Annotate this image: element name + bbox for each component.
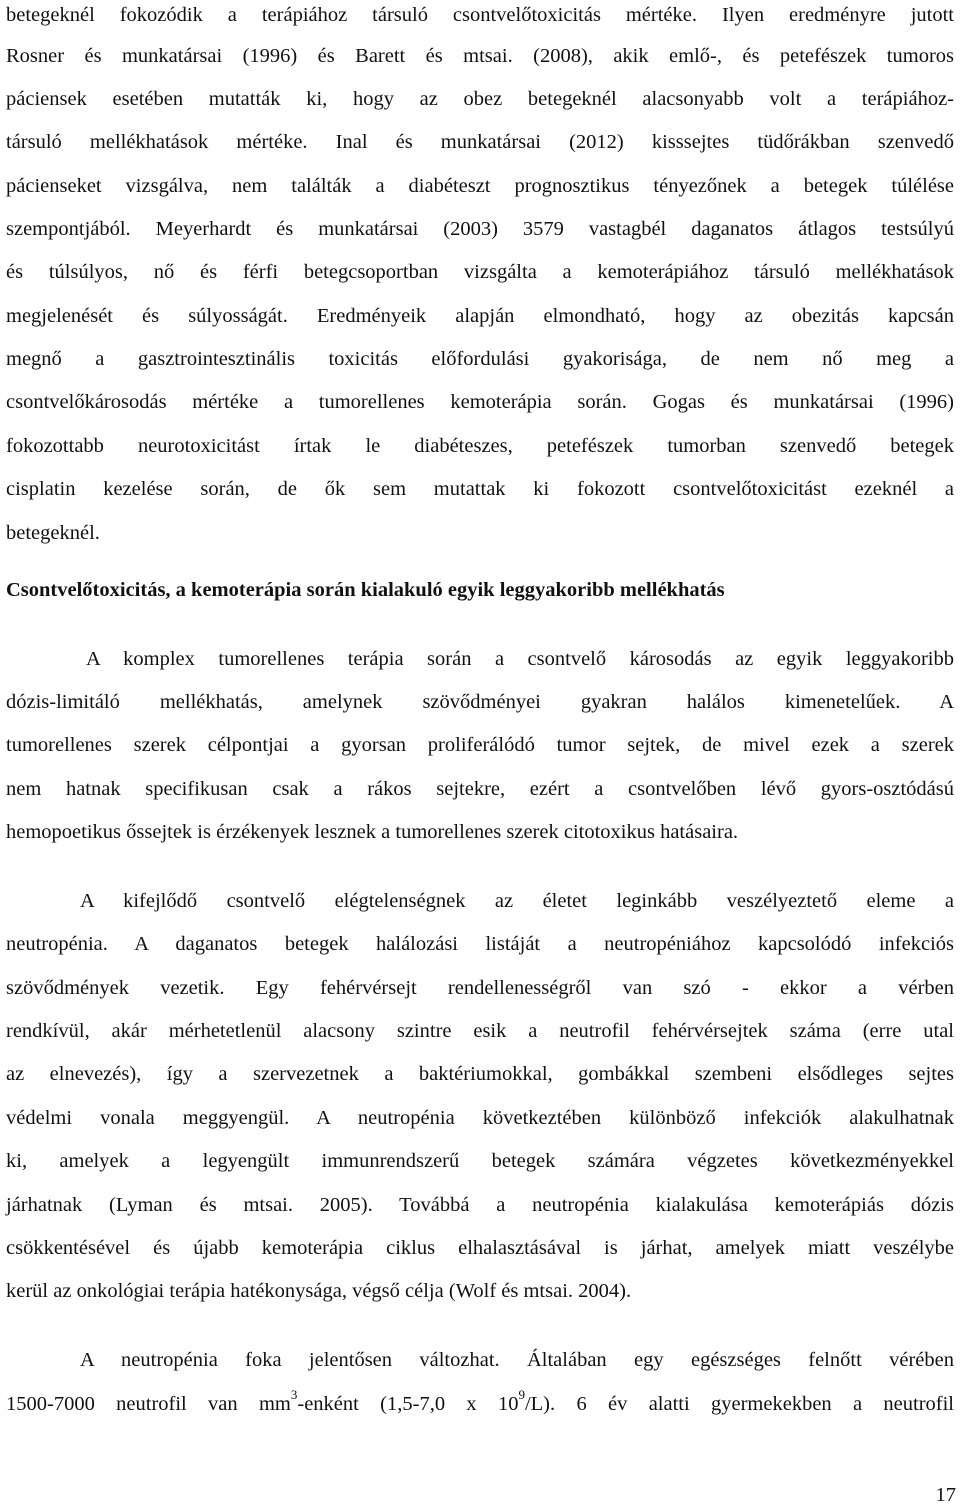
text-line: megjelenését és súlyosságát. Eredményeik alapján elmondható, hogy az obezitás kapcsán: [6, 305, 954, 327]
text-line: és túlsúlyos, nő és férfi betegcsoportban vizsgálta a kemoterápiához társuló mellékhatások: [6, 261, 954, 283]
text-line: tumorellenes szerek célpontjai a gyorsan proliferálódó tumor sejtek, de mivel ezek a szerek: [6, 734, 954, 756]
text-line: pácienseket vizsgálva, nem találták a diabéteszt prognosztikus tényezőnek a betegek túlélése: [6, 175, 954, 197]
text-line: cisplatin kezelése során, de ők sem mutattak ki fokozott csontvelőtoxicitást ezeknél a: [6, 478, 954, 500]
text-line: neutropénia. A daganatos betegek halálozási listáját a neutropéniához kapcsolódó infekciós: [6, 933, 954, 955]
text-line: betegeknél.: [6, 522, 100, 544]
text-fragment: /L). 6 év alatti gyermekekben a neutrofil: [524, 1393, 955, 1415]
text-line: csontvelőkárosodás mértéke a tumorellenes kemoterápia során. Gogas és munkatársai (1996): [6, 391, 954, 413]
text-line: járhatnak (Lyman és mtsai. 2005). Továbbá a neutropénia kialakulása kemoterápiás dózis: [6, 1194, 954, 1216]
text-line: nem hatnak specifikusan csak a rákos sejtekre, ezért a csontvelőben lévő gyors-osztódású: [6, 778, 954, 800]
text-line: kerül az onkológiai terápia hatékonysága, végső célja (Wolf és mtsai. 2004).: [6, 1280, 632, 1302]
superscript: 3: [290, 1387, 298, 1403]
section-heading: Csontvelőtoxicitás, a kemoterápia során kialakuló egyik leggyakoribb mellékhatás: [6, 579, 725, 601]
text-fragment: 1500-7000 neutrofil van mm: [6, 1393, 291, 1415]
text-line: betegeknél fokozódik a terápiához társuló csontvelőtoxicitás mértéke. Ilyen eredményre jutott: [6, 4, 954, 26]
text-line: páciensek esetében mutatták ki, hogy az obez betegeknél alacsonyabb volt a terápiához-: [6, 88, 954, 110]
text-line: hemopoetikus őssejtek is érzékenyek lesznek a tumorellenes szerek citotoxikus hatásaira.: [6, 821, 739, 843]
page-number: 17: [935, 1484, 956, 1506]
text-line: A komplex tumorellenes terápia során a csontvelő károsodás az egyik leggyakoribb: [86, 648, 954, 670]
text-line: csökkentésével és újabb kemoterápia ciklus elhalasztásával is járhat, amelyek miatt veszélybe: [6, 1237, 954, 1259]
superscript: 9: [518, 1387, 525, 1403]
text-line-with-superscripts: [6, 1389, 954, 1419]
text-line: megnő a gasztrointesztinális toxicitás előfordulási gyakorisága, de nem nő meg a: [6, 348, 954, 370]
text-line: társuló mellékhatások mértéke. Inal és munkatársai (2012) kisssejtes tüdőrákban szenvedő: [6, 131, 954, 153]
text-line: dózis-limitáló mellékhatás, amelynek szövődményei gyakran halálos kimenetelűek. A: [6, 691, 954, 713]
text-line: rendkívül, akár mérhetetlenül alacsony szintre esik a neutrofil fehérvérsejtek száma (erre utal: [6, 1020, 954, 1042]
text-line: szövődmények vezetik. Egy fehérvérsejt rendellenességről van szó - ekkor a vérben: [6, 977, 954, 999]
text-line: ki, amelyek a legyengült immunrendszerű betegek számára végzetes következményekkel: [6, 1150, 954, 1172]
text-line: Rosner és munkatársai (1996) és Barett és mtsai. (2008), akik emlő-, és petefészek tumoros: [6, 45, 954, 67]
text-line: A kifejlődő csontvelő elégtelenségnek az életet leginkább veszélyeztető eleme a: [80, 890, 954, 912]
text-line: szempontjából. Meyerhardt és munkatársai (2003) 3579 vastagbél daganatos átlagos testsúlyú: [6, 218, 954, 240]
text-line: A neutropénia foka jelentősen változhat. Általában egy egészséges felnőtt vérében: [80, 1349, 954, 1371]
text-line: az elnevezés), így a szervezetnek a baktériumokkal, gombákkal szembeni elsődleges sejtes: [6, 1063, 954, 1085]
text-line: fokozottabb neurotoxicitást írtak le diabéteszes, petefészek tumorban szenvedő betegek: [6, 435, 954, 457]
text-line: védelmi vonala meggyengül. A neutropénia következtében különböző infekciók alakulhatnak: [6, 1107, 954, 1129]
text-fragment: -enként (1,5-7,0 x 10: [297, 1393, 519, 1415]
